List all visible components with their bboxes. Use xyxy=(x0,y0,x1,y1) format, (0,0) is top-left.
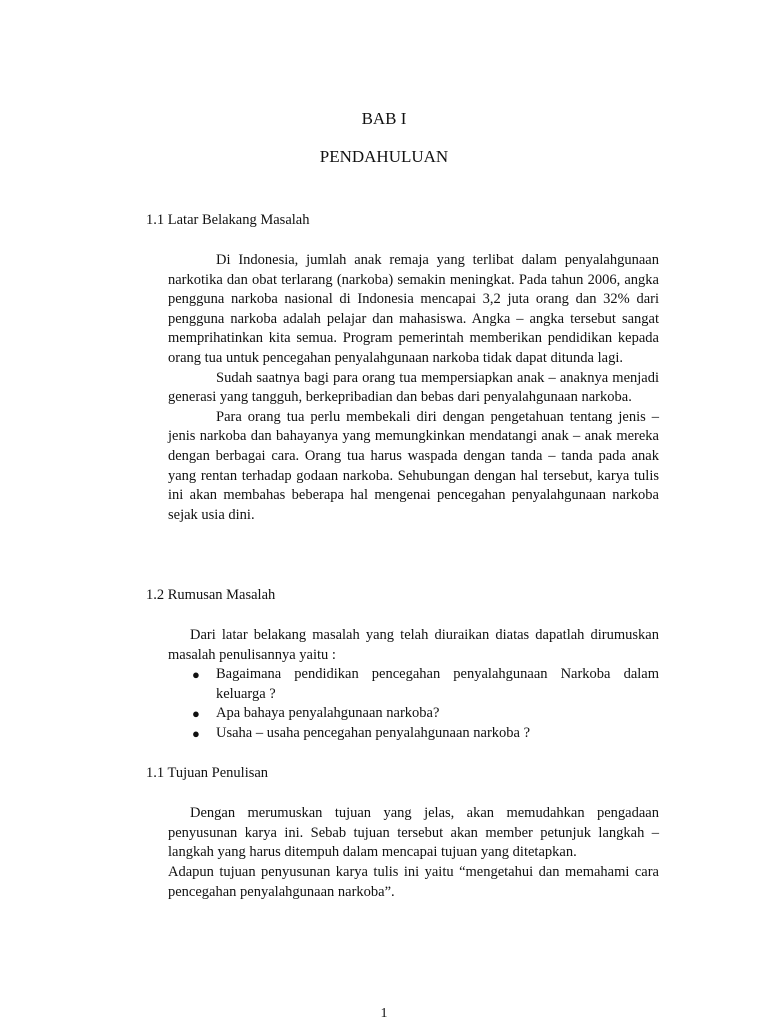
page-number: 1 xyxy=(380,1006,388,1021)
section-body-rumusan-masalah xyxy=(168,626,659,744)
paragraph: Di Indonesia, jumlah anak remaja yang terlibat dalam penyalahgunaan narkotika dan obat terlarang (narkoba) semakin meningkat. Pada tahun 2006, angka pengguna narkoba nasional di Indonesia mencapai 3,2 juta orang dan 32% dari pengguna narkoba adalah pelajar dan mahasiswa. Angka – angka tersebut sangat memprihatinkan kita semua. Program pemerintah memberikan pendidikan kepada orang tua untuk pencegahan penyalahgunaan narkoba tidak dapat ditunda lagi. xyxy=(168,252,659,366)
section-heading-tujuan-penulisan: 1.1 Tujuan Penulisan xyxy=(146,765,269,781)
section-body-tujuan-penulisan-cont xyxy=(168,863,659,902)
bullet-icon: ● xyxy=(192,725,200,741)
bullet-icon: ● xyxy=(192,667,200,683)
list-item-text: Usaha – usaha pencegahan penyalahgunaan narkoba ? xyxy=(216,724,531,741)
list-item-text: Bagaimana pendidikan pencegahan penyalahgunaan Narkoba dalam keluarga ? xyxy=(216,666,659,702)
paragraph: Sudah saatnya bagi para orang tua mempersiapkan anak – anaknya menjadi generasi yang tangguh, berkepribadian dan bebas dari penyalahgunaan narkoba. xyxy=(168,369,659,406)
paragraph: Para orang tua perlu membekali diri dengan pengetahuan tentang jenis – jenis narkoba dan bahayanya yang memungkinkan mendatangi anak – anak mereka dengan berbagai cara. Orang tua harus waspada dengan tanda – tanda pada anak yang rentan terhadap godaan narkoba. Sehubungan dengan hal tersebut, karya tulis ini akan membahas beberapa hal mengenai pencegahan penyalahgunaan narkoba sejak usia dini. xyxy=(168,408,659,523)
paragraph: Dari latar belakang masalah yang telah diuraikan diatas dapatlah dirumuskan masalah penulisannya yaitu : xyxy=(168,627,659,663)
chapter-number: BAB I xyxy=(361,109,407,128)
paragraph: Adapun tujuan penyusunan karya tulis ini yaitu “mengetahui dan memahami cara pencegahan penyalahgunaan narkoba”. xyxy=(168,864,659,900)
list-item xyxy=(168,665,659,704)
section-heading-rumusan-masalah: 1.2 Rumusan Masalah xyxy=(146,587,276,603)
list-item xyxy=(168,724,659,744)
section-body-tujuan-penulisan xyxy=(168,804,659,863)
bullet-icon: ● xyxy=(192,706,200,722)
list-item xyxy=(168,704,659,724)
section-heading-latar-belakang: 1.1 Latar Belakang Masalah xyxy=(146,212,310,228)
bullet-list xyxy=(168,665,659,743)
paragraph: Dengan merumuskan tujuan yang jelas, akan memudahkan pengadaan penyusunan karya ini. Sebab tujuan tersebut akan member petunjuk langkah – langkah yang harus ditempuh dalam mencapai tujuan yang ditetapkan. xyxy=(168,805,659,861)
list-item-text: Apa bahaya penyalahgunaan narkoba? xyxy=(216,705,440,722)
chapter-title: PENDAHULUAN xyxy=(319,147,449,166)
section-body-latar-belakang xyxy=(168,251,659,525)
